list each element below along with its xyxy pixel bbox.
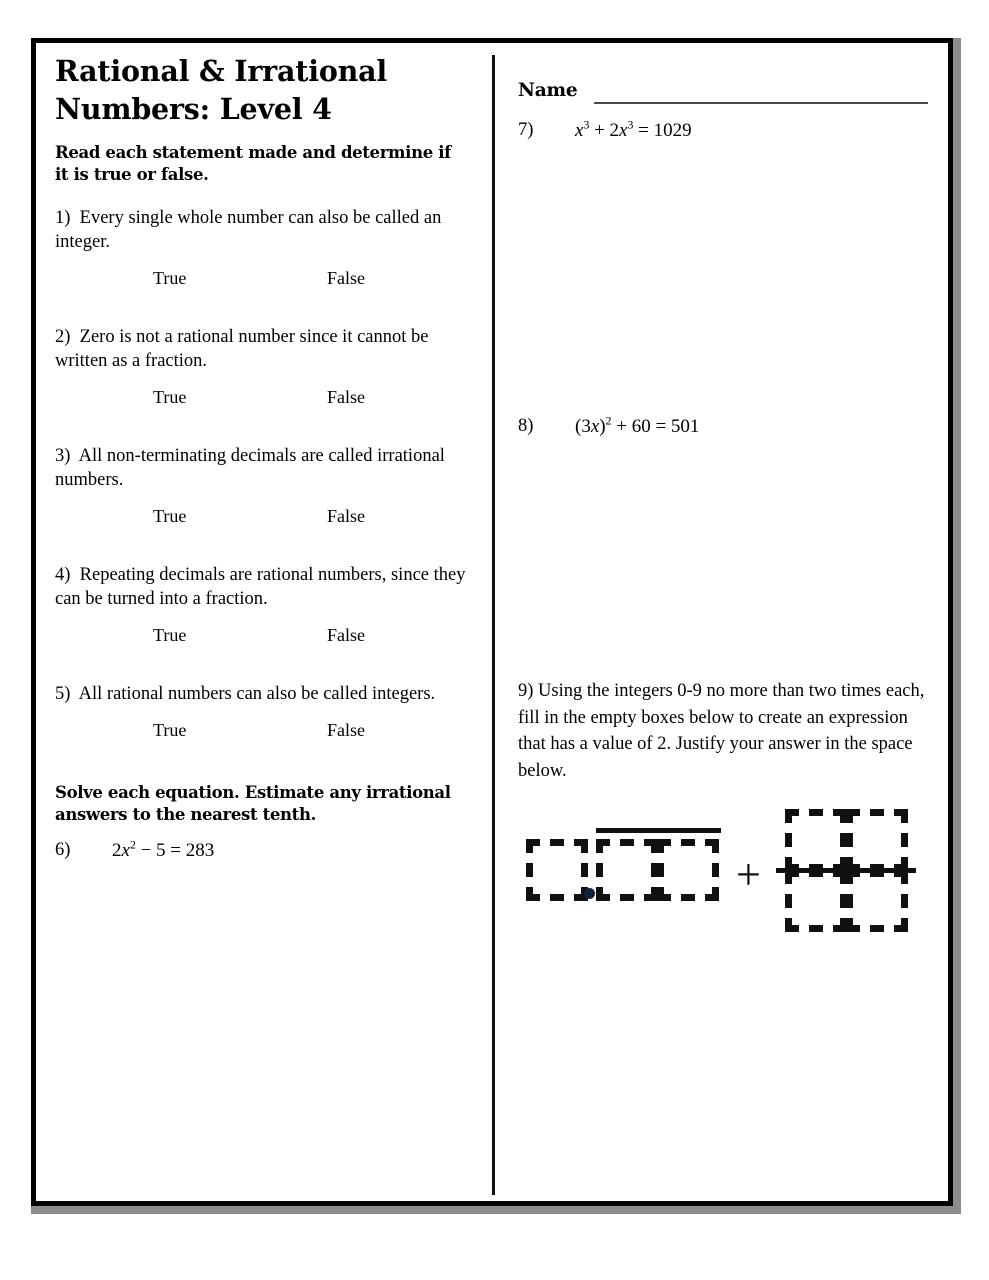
- true-option-5[interactable]: True: [153, 720, 187, 740]
- name-input-line[interactable]: [594, 102, 928, 104]
- equation-8-number: 8): [518, 416, 534, 436]
- decimal-point-dot: [584, 888, 595, 899]
- equation-6: [55, 840, 480, 874]
- equation-8-answer-space[interactable]: [518, 450, 933, 678]
- true-false-question-3: [55, 444, 480, 532]
- page-title: Rational & Irrational Numbers: Level 4: [55, 54, 388, 126]
- true-false-question-5: [55, 682, 480, 746]
- true-option-1[interactable]: True: [153, 268, 187, 288]
- equation-6-expression: $2x^2 - 5 = 283$: [112, 838, 215, 861]
- question-5-text: 5) All rational numbers can also be called integers.: [55, 684, 436, 704]
- equation-7-answer-space[interactable]: [518, 154, 933, 416]
- question-9-text: 9) Using the integers 0-9 no more than two times each, fill in the empty boxes below to create an expression that has a value of 2. Justify your answer in the space below.: [518, 681, 925, 781]
- question-1-text: 1) Every single whole number can also be called an integer.: [55, 208, 442, 252]
- equation-8: [518, 416, 933, 450]
- question-9-answer-space[interactable]: [518, 941, 933, 1181]
- fill-in-boxes-expression: [518, 806, 918, 941]
- denominator-box-1[interactable]: [785, 870, 847, 932]
- column-divider: [492, 55, 495, 1195]
- name-label: Name: [518, 80, 578, 101]
- plus-sign: +: [736, 850, 761, 899]
- false-option-1[interactable]: False: [327, 268, 365, 288]
- false-option-2[interactable]: False: [327, 387, 365, 407]
- answer-options-4: [55, 625, 480, 651]
- true-false-question-1: [55, 206, 480, 294]
- answer-options-3: [55, 506, 480, 532]
- numerator-box-2[interactable]: [846, 809, 908, 871]
- solve-equations-instruction: Solve each equation. Estimate any irrational answers to the nearest tenth.: [55, 783, 451, 824]
- denominator-box-2[interactable]: [846, 870, 908, 932]
- repeating-overbar: [596, 828, 721, 833]
- decimal-digit-box-2[interactable]: [657, 839, 719, 901]
- answer-options-1: [55, 268, 480, 294]
- left-column: [55, 52, 480, 1074]
- answer-options-5: [55, 720, 480, 746]
- equation-7: [518, 120, 933, 154]
- true-false-question-2: [55, 325, 480, 413]
- question-4-text: 4) Repeating decimals are rational numbers, since they can be turned into a fraction.: [55, 565, 466, 609]
- right-column: [518, 78, 933, 1181]
- true-option-3[interactable]: True: [153, 506, 187, 526]
- true-false-question-4: [55, 563, 480, 651]
- equation-7-number: 7): [518, 120, 534, 140]
- false-option-4[interactable]: False: [327, 625, 365, 645]
- equation-7-expression: $x^3 + 2x^3 = 1029$: [575, 118, 692, 141]
- answer-options-2: [55, 387, 480, 413]
- false-option-5[interactable]: False: [327, 720, 365, 740]
- question-2-text: 2) Zero is not a rational number since it cannot be written as a fraction.: [55, 327, 429, 371]
- decimal-whole-box[interactable]: [526, 839, 588, 901]
- question-3-text: 3) All non-terminating decimals are called irrational numbers.: [55, 446, 445, 490]
- equation-8-expression: $(3x)^2 + 60 = 501$: [575, 414, 700, 437]
- equation-6-number: 6): [55, 840, 71, 860]
- true-option-2[interactable]: True: [153, 387, 187, 407]
- name-field-row: [518, 78, 933, 108]
- true-option-4[interactable]: True: [153, 625, 187, 645]
- false-option-3[interactable]: False: [327, 506, 365, 526]
- decimal-digit-box-1[interactable]: [596, 839, 658, 901]
- equation-6-answer-space[interactable]: [55, 874, 480, 1074]
- numerator-box-1[interactable]: [785, 809, 847, 871]
- true-false-instruction: Read each statement made and determine if it is true or false.: [55, 143, 451, 184]
